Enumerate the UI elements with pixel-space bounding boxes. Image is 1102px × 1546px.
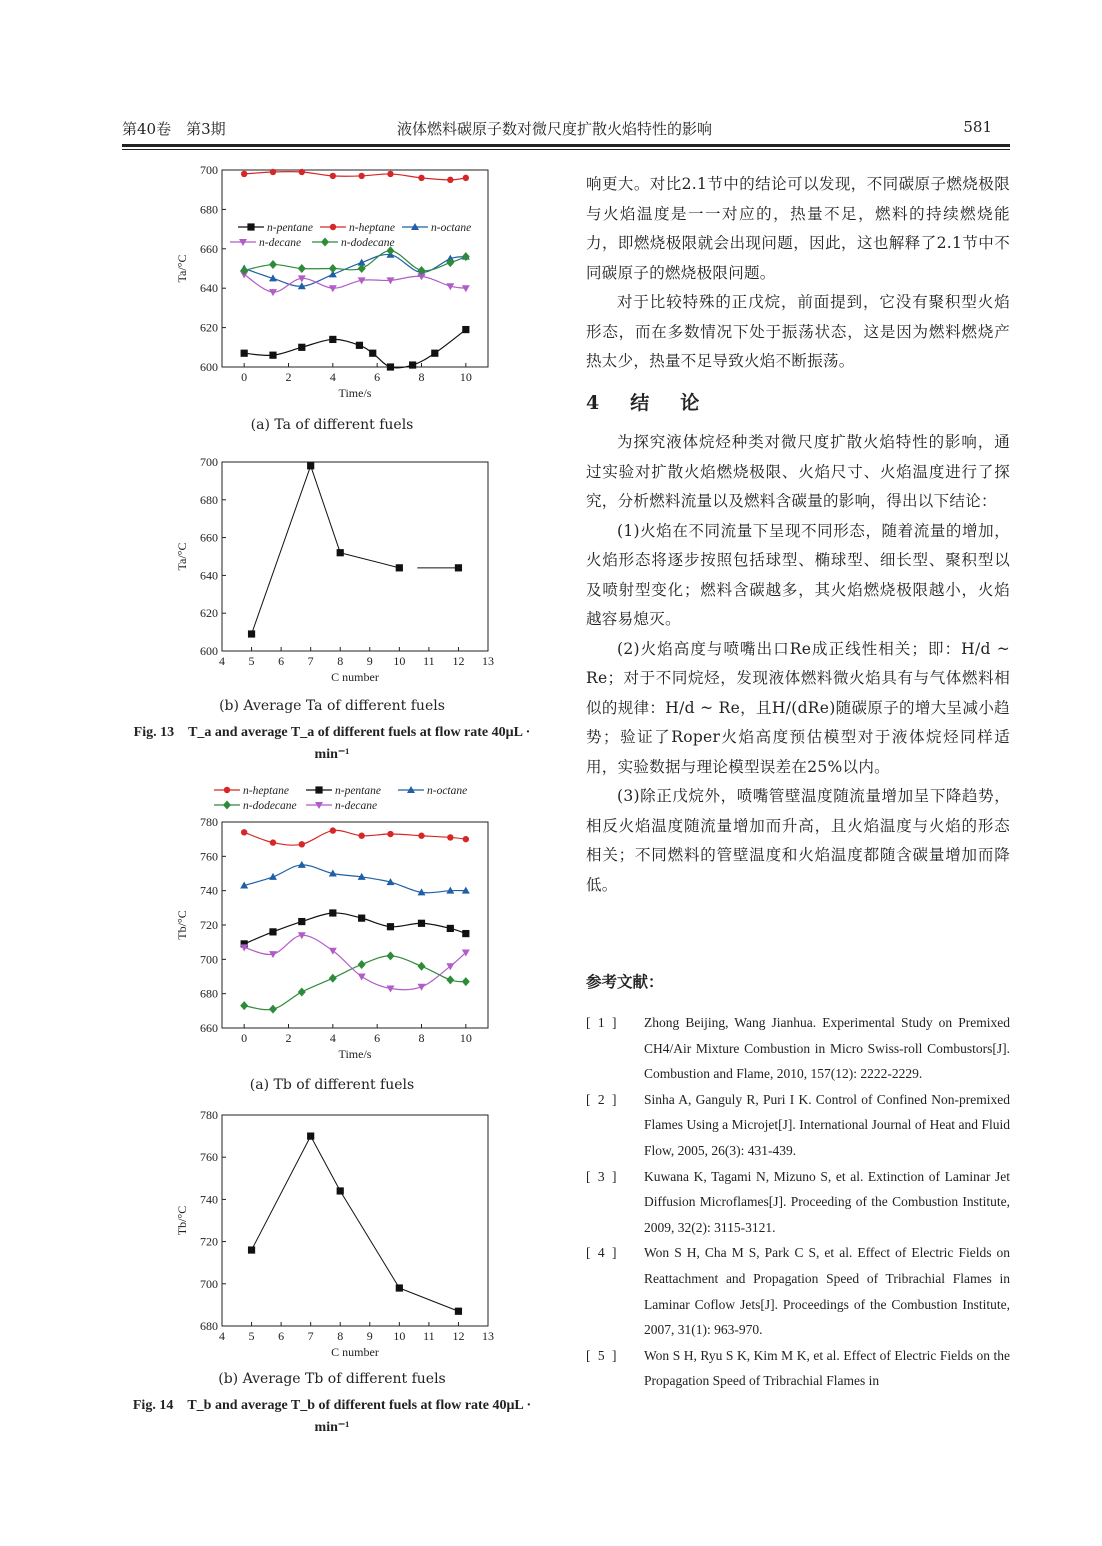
series-line [244, 172, 466, 180]
data-point [299, 841, 305, 847]
legend-label: n-octane [427, 785, 468, 797]
data-point [358, 915, 365, 922]
reference-number: [ 2 ] [586, 1091, 619, 1107]
y-tick-label: 640 [200, 568, 218, 583]
data-point [269, 289, 277, 296]
x-tick-label: 12 [452, 1329, 465, 1343]
plot-frame [222, 170, 488, 367]
reference-item [586, 1087, 1010, 1164]
series-line [311, 1136, 341, 1191]
references-heading: 参考文献： [586, 972, 664, 991]
x-tick-label: 4 [329, 370, 336, 384]
x-tick-label: 13 [482, 654, 494, 668]
x-tick-label: 4 [219, 654, 225, 668]
figure-13-caption: Fig. 13 T_a and average T_a of different fuels at flow rate 40μL · min⁻¹ [133, 725, 531, 762]
series-line [244, 330, 466, 368]
reference-number: [ 4 ] [586, 1245, 619, 1261]
y-tick-label: 760 [200, 1150, 218, 1165]
x-tick-label: 10 [459, 370, 472, 384]
x-tick-label: 10 [459, 1031, 472, 1045]
y-tick-label: 640 [200, 281, 218, 296]
x-tick-label: 4 [329, 1031, 336, 1045]
data-point [358, 960, 366, 969]
data-point [446, 975, 454, 984]
series-line [244, 956, 466, 1010]
y-tick-label: 680 [200, 202, 218, 217]
data-point [241, 829, 247, 835]
header-rule-thin [122, 149, 1010, 150]
data-point [462, 326, 469, 333]
data-point [270, 169, 276, 175]
data-point [358, 974, 366, 981]
reference-item [586, 1343, 1010, 1394]
body-text-top [586, 170, 1010, 377]
legend-label: n-dodecane [243, 800, 297, 812]
data-point [269, 352, 276, 359]
y-tick-label: 740 [200, 1192, 218, 1207]
data-point [330, 827, 336, 833]
reference-text: Won S H, Ryu S K, Kim M K, et al. Effect of Electric Fields on the Propagation Speed of Tribrachial Flames in [644, 1347, 1010, 1389]
data-point [387, 831, 393, 837]
paragraph: (3)除正戊烷外，喷嘴管壁温度随流量增加呈下降趋势，相反火焰温度随流量增加而升高，且火焰温度与火焰的形态相关；不同燃料的管壁温度和火焰温度都随含碳量增加而降低。 [586, 787, 1010, 894]
legend-label: n-pentane [267, 222, 313, 234]
reference-item [586, 1240, 1010, 1342]
series-line [244, 865, 466, 893]
x-tick-label: 5 [248, 1329, 255, 1343]
y-tick-label: 660 [200, 530, 218, 545]
reference-number: [ 1 ] [586, 1015, 619, 1030]
data-point [431, 350, 438, 357]
article-title-header: 液体燃料碳原子数对微尺度扩散火焰特性的影响 [397, 120, 713, 138]
data-point [329, 909, 336, 916]
data-point [418, 175, 424, 181]
y-tick-label: 780 [200, 815, 218, 829]
y-tick-label: 620 [200, 320, 218, 335]
data-point [307, 1133, 314, 1140]
journal-volume: 第40卷 第3期 [122, 120, 226, 138]
y-tick-label: 700 [200, 952, 218, 967]
y-axis-label: Ta/°C [175, 542, 189, 571]
y-axis-label: Tb/°C [175, 910, 189, 940]
y-tick-label: 600 [200, 644, 218, 658]
subcaption-14a: (a) Tb of different fuels [249, 1077, 415, 1093]
x-tick-label: 8 [418, 370, 425, 384]
paragraph: (2)火焰高度与喷嘴出口Re成正线性相关；即：H/d ~ Re；对于不同烷烃，发现液体燃料微火焰具有与气体燃料相似的规律：H/d ~ Re，且H/(dRe)随碳原子的增大呈减小趋势；验证了Roper火焰高度预估模型对于液体烷烃同样适用，实验数据与理论模型误差在25%以内。 [586, 639, 1010, 776]
data-point [247, 223, 254, 230]
y-tick-label: 740 [200, 883, 218, 898]
series-line [244, 935, 466, 989]
x-tick-label: 11 [423, 654, 435, 668]
data-point [298, 344, 305, 351]
legend-label: n-decane [259, 237, 302, 249]
y-tick-label: 760 [200, 849, 218, 864]
data-point [462, 252, 470, 261]
data-point [455, 564, 462, 571]
x-tick-label: 8 [418, 1031, 425, 1045]
data-point [224, 787, 230, 793]
data-point [315, 786, 322, 793]
plot-frame [222, 1115, 488, 1326]
data-point [329, 948, 337, 955]
paragraph: 为探究液体烷烃种类对微尺度扩散火焰特性的影响，通过实验对扩散火焰燃烧极限、火焰尺寸、火焰温度进行了探究，分析燃料流量以及燃料含碳量的影响，得出以下结论： [586, 433, 1010, 510]
page-number: 581 [963, 118, 992, 136]
data-point [369, 350, 376, 357]
x-tick-label: 2 [285, 370, 292, 384]
x-tick-label: 0 [241, 370, 248, 384]
y-tick-label: 680 [200, 492, 218, 507]
x-tick-label: 0 [241, 1031, 248, 1045]
reference-number: [ 3 ] [586, 1168, 619, 1184]
data-point [223, 801, 231, 810]
section-heading: 4 结 论 [586, 392, 706, 414]
y-tick-label: 720 [200, 918, 218, 932]
y-tick-label: 720 [200, 1234, 218, 1249]
data-point [321, 238, 329, 247]
data-point [329, 264, 337, 273]
x-tick-label: 2 [285, 1031, 292, 1045]
chart-14b [122, 1105, 542, 1370]
data-point [447, 834, 453, 840]
series-line [244, 274, 466, 292]
data-point [241, 350, 248, 357]
series-line [244, 830, 466, 845]
data-point [455, 1308, 462, 1315]
x-axis-label: Time/s [338, 1047, 372, 1061]
data-point [298, 987, 306, 996]
data-point [418, 920, 425, 927]
data-point [462, 930, 469, 937]
data-point [387, 171, 393, 177]
subcaption-13b: (b) Average Ta of different fuels [219, 698, 445, 714]
x-tick-label: 6 [374, 370, 381, 384]
x-tick-label: 10 [393, 654, 406, 668]
chart-13b [122, 450, 542, 695]
subcaption-13a: (a) Ta of different fuels [250, 417, 414, 433]
series-line [244, 913, 466, 944]
x-tick-label: 6 [278, 654, 285, 668]
data-point [386, 951, 394, 960]
legend-label: n-decane [335, 800, 378, 812]
data-point [269, 260, 277, 269]
y-tick-label: 680 [200, 1319, 218, 1333]
x-tick-label: 10 [393, 1329, 406, 1343]
y-tick-label: 700 [200, 1276, 218, 1291]
x-axis-label: Time/s [338, 386, 372, 400]
data-point [270, 839, 276, 845]
data-point [298, 918, 305, 925]
data-point [240, 1001, 248, 1010]
reference-text: Won S H, Cha M S, Park C S, et al. Effect of Electric Fields on Reattachment and Propagation Speed of Tribrachial Flames in Laminar Coflow Jets[J]. Proceedings of the Combustion Institute, 2007, 31(1): 963-970. [644, 1245, 1010, 1338]
data-point [269, 1005, 277, 1014]
data-point [329, 336, 336, 343]
data-point [329, 285, 337, 292]
data-point [248, 630, 255, 637]
y-axis-label: Tb/°C [175, 1205, 189, 1236]
legend-label: n-octane [431, 222, 472, 234]
x-tick-label: 6 [374, 1031, 381, 1045]
header-rule [122, 144, 1010, 147]
series-line [244, 251, 466, 271]
data-point [307, 462, 314, 469]
conclusions-text [586, 428, 1010, 900]
y-axis-label: Ta/°C [175, 254, 189, 283]
data-point [463, 836, 469, 842]
data-point [462, 285, 470, 292]
series-line [252, 466, 311, 634]
data-point [248, 1246, 255, 1253]
data-point [396, 564, 403, 571]
x-axis-label: C number [331, 670, 379, 684]
data-point [418, 833, 424, 839]
reference-text: Kuwana K, Tagami N, Mizuno S, et al. Extinction of Laminar Jet Diffusion Microflames[J]. Proceeding of the Combustion Institute, 2009, 32(2): 3115-3121. [644, 1168, 1010, 1235]
data-point [329, 974, 337, 983]
data-point [463, 175, 469, 181]
reference-text: Zhong Beijing, Wang Jianhua. Experimental Study on Premixed CH4/Air Mixture Combustion in Micro Swiss-roll Combustors[J]. Combustion and Flame, 2010, 157(12): 2222-2229. [644, 1015, 1010, 1082]
data-point [240, 266, 248, 275]
legend-label: n-heptane [349, 222, 395, 234]
data-point [418, 962, 426, 971]
reference-list [586, 1010, 1010, 1394]
chart-13a [122, 165, 542, 415]
x-tick-label: 12 [452, 654, 465, 668]
x-tick-label: 8 [337, 654, 344, 668]
x-tick-label: 6 [278, 1329, 285, 1343]
y-tick-label: 780 [200, 1108, 218, 1122]
subcaption-14b: (b) Average Tb of different fuels [218, 1371, 446, 1387]
y-tick-label: 700 [200, 455, 218, 469]
data-point [337, 549, 344, 556]
reference-number: [ 5 ] [586, 1347, 619, 1363]
x-tick-label: 13 [482, 1329, 494, 1343]
chart-14a [122, 780, 542, 1075]
y-tick-label: 620 [200, 606, 218, 621]
legend-label: n-heptane [243, 785, 289, 797]
reference-text: Sinha A, Ganguly R, Puri I K. Control of Confined Non-premixed Flames Using a Microjet[J]. International Journal of Heat and Fluid Flow, 2005, 26(3): 431-439. [644, 1091, 1010, 1158]
data-point [409, 361, 416, 368]
x-tick-label: 5 [248, 654, 255, 668]
series-line [399, 1288, 458, 1311]
y-tick-label: 680 [200, 986, 218, 1001]
data-point [330, 224, 336, 230]
data-point [358, 833, 364, 839]
data-point [269, 928, 276, 935]
running-header [122, 114, 1010, 142]
figure-14-caption: Fig. 14 T_b and average T_b of different fuels at flow rate 40μL · min⁻¹ [132, 1398, 532, 1435]
series-line [311, 466, 341, 553]
x-axis-label: C number [331, 1345, 379, 1359]
x-tick-label: 9 [366, 654, 373, 668]
data-point [299, 169, 305, 175]
paragraph: 对于比较特殊的正戊烷，前面提到，它没有聚积型火焰形态，而在多数情况下处于振荡状态，这是因为燃料燃烧产热太少，热量不足导致火焰不断振荡。 [586, 293, 1010, 370]
data-point [356, 342, 363, 349]
data-point [396, 1284, 403, 1291]
legend-label: n-pentane [335, 785, 381, 797]
reference-item [586, 1010, 1010, 1087]
reference-item [586, 1164, 1010, 1241]
data-point [337, 1187, 344, 1194]
x-tick-label: 7 [307, 1329, 314, 1343]
legend-label: n-dodecane [341, 237, 395, 249]
data-point [447, 177, 453, 183]
data-point [241, 171, 247, 177]
y-tick-label: 660 [200, 241, 218, 256]
x-tick-label: 8 [337, 1329, 344, 1343]
series-line [340, 553, 399, 568]
series-line [252, 1136, 311, 1250]
y-tick-label: 700 [200, 165, 218, 177]
x-tick-label: 11 [423, 1329, 435, 1343]
y-tick-label: 600 [200, 360, 218, 374]
data-point [387, 923, 394, 930]
y-tick-label: 660 [200, 1021, 218, 1035]
x-tick-label: 7 [307, 654, 314, 668]
data-point [387, 363, 394, 370]
paragraph: (1)火焰在不同流量下呈现不同形态，随着流量的增加，火焰形态将逐步按照包括球型、椭球型、细长型、聚积型以及喷射型变化；燃料含碳越多，其火焰燃烧极限越小，火焰越容易熄灭。 [586, 521, 1010, 628]
paragraph: 响更大。对比2.1节中的结论可以发现，不同碳原子燃烧极限与火焰温度是一一对应的，热量不足，燃料的持续燃烧能力，即燃烧极限就会出现问题，因此，这也解释了2.1节中不同碳原子的燃烧极限问题。 [586, 175, 1010, 282]
x-tick-label: 4 [219, 1329, 225, 1343]
data-point [298, 264, 306, 273]
data-point [330, 173, 336, 179]
data-point [462, 977, 470, 986]
x-tick-label: 9 [366, 1329, 373, 1343]
data-point [447, 925, 454, 932]
series-line [340, 1191, 399, 1288]
data-point [358, 173, 364, 179]
